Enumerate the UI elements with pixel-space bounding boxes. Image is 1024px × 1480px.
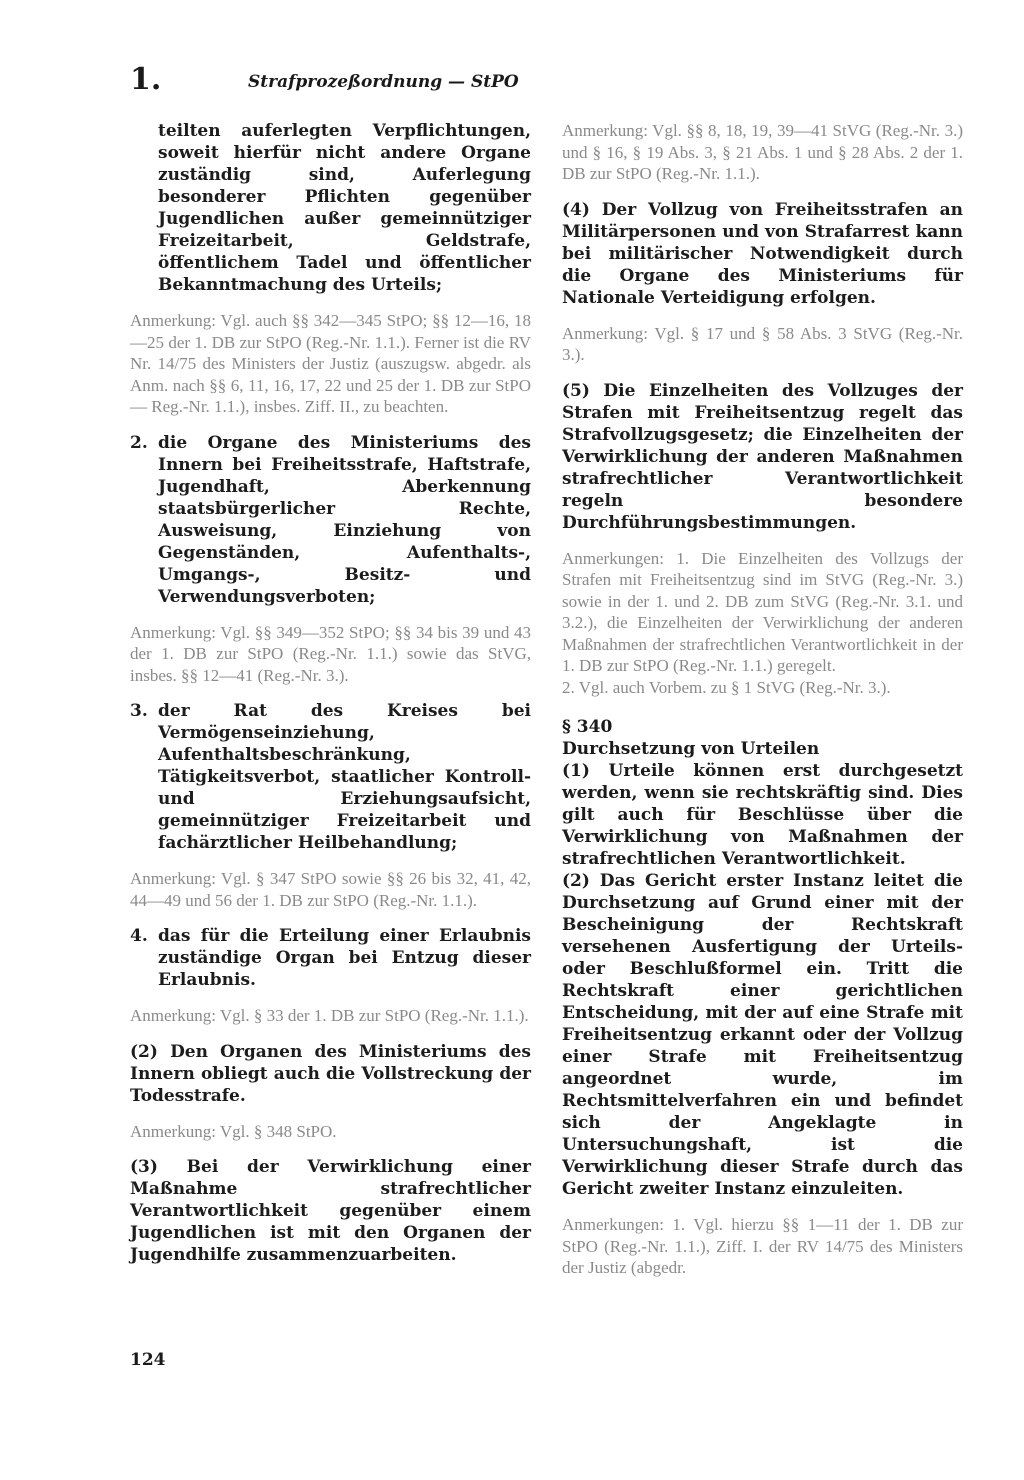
paragraph-5: (5) Die Einzelheiten des Vollzuges der Strafen mit Freiheitsentzug regelt das Strafvollzugsgesetz; die Einzelheiten der Verwirklichung der anderen Maßnahmen strafrechtlicher Verantwortlichkeit regeln besondere Durchführungsbestimmungen. (562, 380, 963, 533)
page-number: 124 (130, 1350, 166, 1370)
annotation: Anmerkung: Vgl. § 17 und § 58 Abs. 3 StVG (Reg.-Nr. 3.). (562, 323, 963, 364)
section-title: Durchsetzung von Urteilen (562, 739, 820, 759)
continued-paragraph: teilten auferlegten Verpflichtungen, soweit hierfür nicht andere Organe zuständig sind, Auferlegung besonderer Pflichten gegenüber Jugendlichen außer gemeinnütziger Freizeitarbeit, Geldstrafe, öffentlichem Tadel und öffentlicher Bekanntmachung des Urteils; (158, 121, 531, 295)
annotation: Anmerkung: Vgl. §§ 349—352 StPO; §§ 34 bis 39 und 43 der 1. DB zur StPO (Reg.-Nr. 1.1.) sowie das StVG, insbes. §§ 12—41 (Reg.-Nr. 3.). (130, 622, 531, 685)
list-item-text: die Organe des Ministeriums des Innern bei Freiheitsstrafe, Haftstrafe, Jugendhaft, Aberkennung staatsbürgerlicher Rechte, Ausweisung, Einziehung von Gegenständen, Aufenthalts-, Umgangs-, Besitz- und Verwendungsverboten; (158, 432, 531, 607)
list-item (130, 925, 531, 991)
list-item (130, 700, 531, 854)
paragraph-2: (2) Den Organen des Ministeriums des Innern obliegt auch die Vollstreckung der Todesstrafe. (130, 1041, 531, 1106)
annotation: Anmerkung: Vgl. §§ 8, 18, 19, 39—41 StVG (Reg.-Nr. 3.) und § 16, § 19 Abs. 3, § 21 Abs. 1 und § 28 Abs. 2 der 1. DB zur StPO (Reg.-Nr. 1.1.). (562, 121, 963, 183)
annotation: Anmerkung: Vgl. auch §§ 342—345 StPO; §§ 12—16, 18—25 der 1. DB zur StPO (Reg.-Nr. 1.1.). Ferner ist die RV Nr. 14/75 des Ministers der Justiz (auszugsw. abgedr. als Anm. nach §§ 6, 11, 16, 17, 22 und 25 der 1. DB zur StPO — Reg.-Nr. 1.1.), insbes. Ziff. II., zu beachten. (130, 311, 531, 416)
list-item-number: 4. (130, 926, 148, 946)
section-number: § 340 (562, 717, 613, 737)
list-item-text: das für die Erteilung einer Erlaubnis zuständige Organ bei Entzug dieser Erlaubnis. (158, 926, 531, 990)
chapter-number: 1. (130, 62, 162, 97)
annotation: Anmerkung: Vgl. § 348 StPO. (130, 1121, 337, 1141)
annotation: Anmerkung: Vgl. § 33 der 1. DB zur StPO (Reg.-Nr. 1.1.). (130, 1006, 529, 1025)
list-item-text: der Rat des Kreises bei Vermögenseinziehung, Aufenthaltsbeschränkung, Tätigkeitsverbot, staatlicher Kontroll- und Erziehungsaufsicht, gemeinnütziger Freizeitarbeit und fachärztlicher Heilbehandlung; (158, 701, 531, 853)
paragraph-4: (4) Der Vollzug von Freiheitsstrafen an Militärpersonen und von Strafarrest kann bei militärischer Notwendigkeit durch die Organe des Ministeriums für Nationale Verteidigung erfolgen. (562, 199, 963, 308)
section-paragraph-2: (2) Das Gericht erster Instanz leitet die Durchsetzung auf Grund einer mit der Bescheinigung der Rechtskraft versehenen Ausfertigung der Urteils- oder Beschlußformel ein. Tritt die Rechtskraft einer gerichtlichen Entscheidung, mit der auf eine Strafe mit Freiheitsentzug erkannt oder der Vollzug einer Strafe mit Freiheitsentzug angeordnet wurde, im Rechtsmittelverfahren ein und befindet sich der Angeklagte in Untersuchungshaft, ist die Verwirklichung dieser Strafe durch das Gericht zweiter Instanz einzuleiten. (562, 871, 963, 1199)
annotation: 2. Vgl. auch Vorbem. zu § 1 StVG (Reg.-Nr. 3.). (562, 677, 891, 697)
left-column (130, 120, 531, 1266)
annotation: Anmerkung: Vgl. § 347 StPO sowie §§ 26 bis 32, 41, 42, 44—49 und 56 der 1. DB zur StPO (Reg.-Nr. 1.1.). (130, 869, 531, 910)
paragraph-3: (3) Bei der Verwirklichung einer Maßnahme strafrechtlicher Verantwortlichkeit gegenüber einem Jugendlichen ist mit den Organen der Jugendhilfe zusammenzuarbeiten. (130, 1157, 531, 1265)
list-item-number: 3. (130, 701, 148, 721)
annotation: Anmerkungen: 1. Vgl. hierzu §§ 1—11 der 1. DB zur StPO (Reg.-Nr. 1.1.), Ziff. I. der RV 14/75 des Ministers der Justiz (abgedr. (562, 1215, 963, 1277)
list-item-number: 2. (130, 432, 148, 453)
annotation: Anmerkungen: 1. Die Einzelheiten des Vollzugs der Strafen mit Freiheitsentzug sind im StVG (Reg.-Nr. 3.) sowie in der 1. und 2. DB zum StVG (Reg.-Nr. 3.1. und 3.2.), die Einzelheiten der Verwirklichung der anderen Maßnahmen der strafrechtlichen Verantwortlichkeit in der 1. DB zur StPO (Reg.-Nr. 1.1.) geregelt. (562, 548, 963, 675)
list-item (130, 432, 531, 608)
right-column (562, 120, 963, 1279)
section-paragraph-1: (1) Urteile können erst durchgesetzt werden, wenn sie rechtskräftig sind. Dies gilt auch für Beschlüsse über die Verwirklichung von Maßnahmen der strafrechtlichen Verantwortlichkeit. (562, 761, 963, 869)
running-header-title: Strafprozeßordnung — StPO (248, 72, 519, 92)
